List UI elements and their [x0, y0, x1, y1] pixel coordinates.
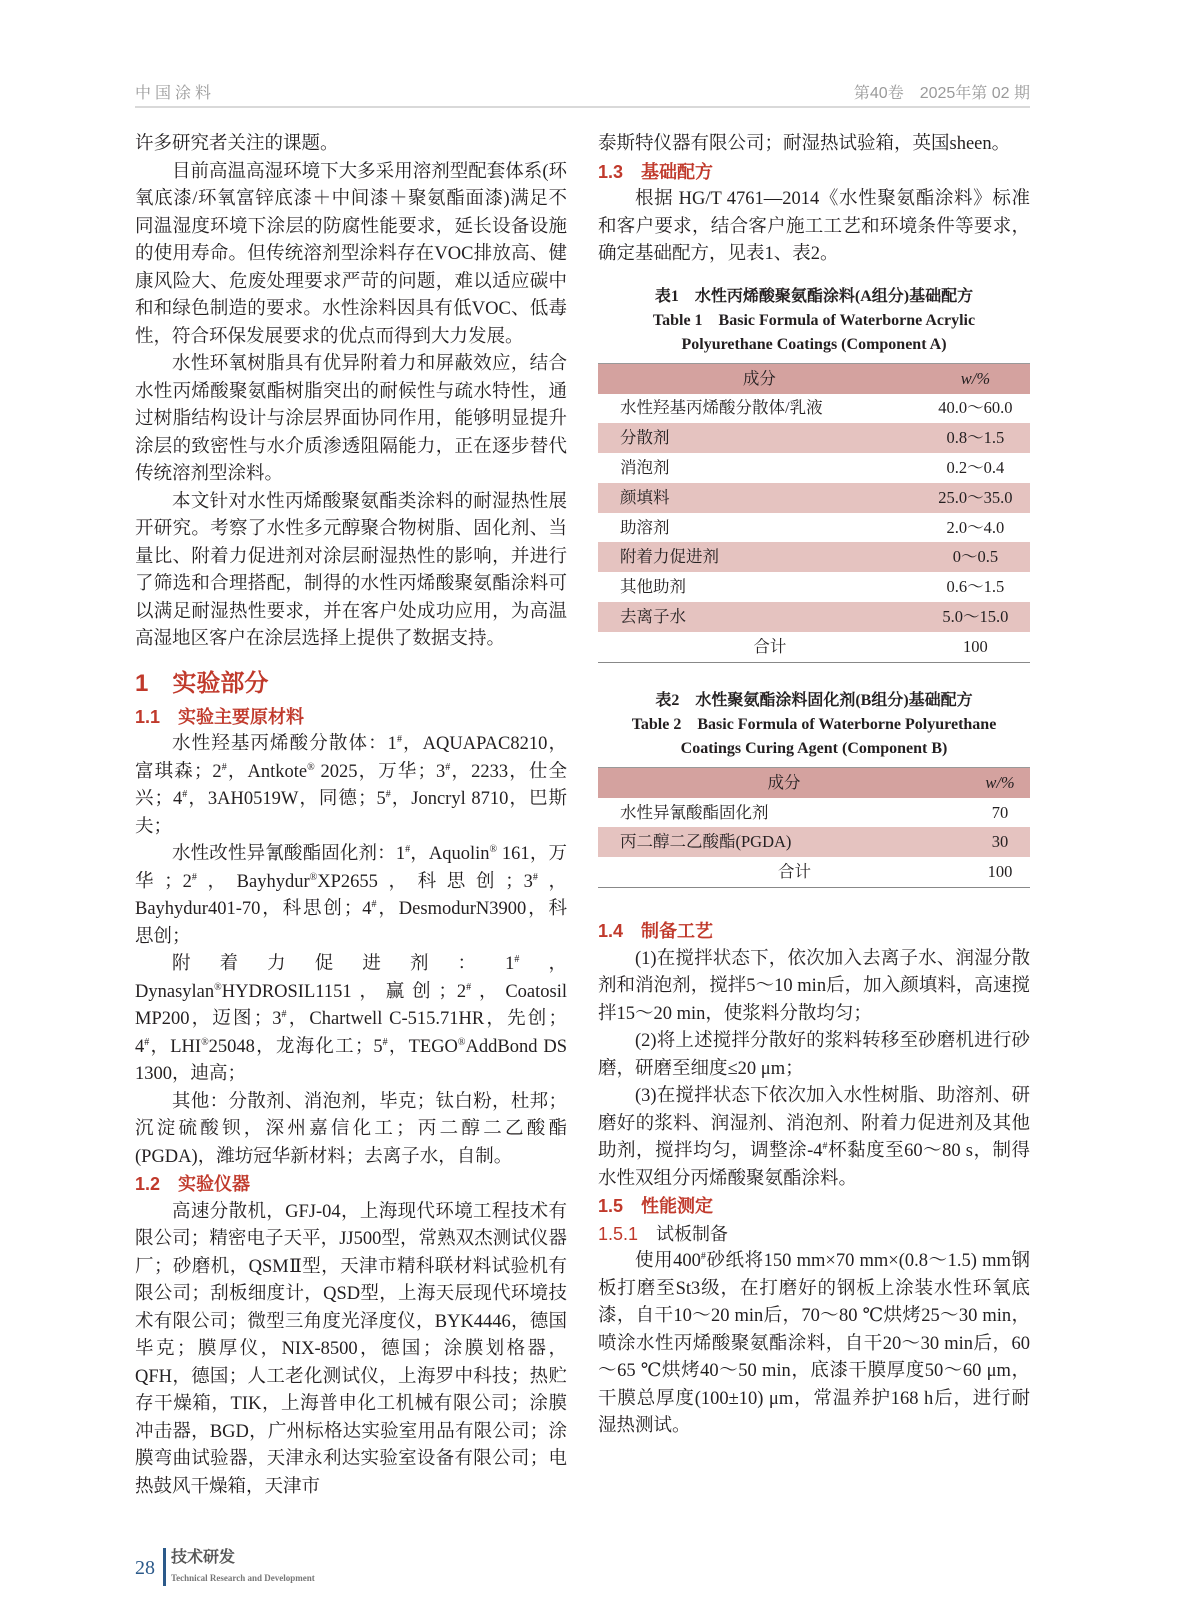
table-caption-cn: 表2 水性聚氨酯涂料固化剂(B组分)基础配方: [655, 691, 973, 709]
table-caption: [598, 689, 1030, 761]
cell-component: 消泡剂: [620, 457, 670, 477]
journal-name: 中国涂料: [135, 85, 216, 102]
footer-divider: [163, 1548, 166, 1586]
column-header: w/%: [921, 363, 1030, 394]
table-caption-en: Table 2 Basic Formula of Waterborne Polyurethane Coatings Curing Agent (Component B): [631, 715, 997, 757]
cell-value: 5.0～15.0: [921, 602, 1030, 632]
page-footer: [135, 1548, 435, 1588]
paragraph: 其他：分散剂、消泡剂，毕克；钛白粉，杜邦；沉淀硫酸钡，深州嘉信化工；丙二醇二乙酸酯(PGDA)，潍坊冠华新材料；去离子水，自制。: [135, 1091, 567, 1167]
table-row: [598, 394, 1030, 424]
cell-value: 0.2～0.4: [946, 457, 1005, 477]
cell-value: 0.6～1.5: [946, 577, 1005, 597]
paragraph: (1)在搅拌状态下，依次加入去离子水、润湿分散剂和消泡剂，搅拌5～10 min后，加入颜填料，高速搅拌15～20 min，使浆料分散均匀；: [598, 948, 1030, 1024]
total-value: 100: [921, 632, 1030, 662]
heading-title: 试板制备: [656, 1223, 729, 1244]
table-row: [598, 423, 1030, 453]
table-row: [598, 513, 1030, 543]
subsection-heading: 1.1 实验主要原材料: [135, 706, 305, 727]
subsubsection-heading: [598, 1221, 1030, 1249]
paragraph: 附着力促进剂：1#，Dynasylan®HYDROSIL1151，赢创；2#，Coatosil MP200，迈图；3#，Chartwell C-515.71HR，先创；4#，LHI®25048，龙海化工；5#，TEGO®AddBond DS 1300，迪高；: [135, 953, 568, 1084]
table-2: [598, 767, 1030, 888]
right-column: [598, 131, 1030, 1441]
table-1: [598, 363, 1030, 663]
paragraph: 根据 HG/T 4761—2014《水性聚氨酯涂料》标准和客户要求，结合客户施工工艺和环境条件等要求，确定基础配方，见表1、表2。: [598, 189, 1030, 264]
total-label: 合计: [598, 857, 970, 887]
cell-value: 0.8～1.5: [921, 423, 1030, 453]
paragraph: 使用400#砂纸将150 mm×70 mm×(0.8～1.5) mm钢板打磨至St3级，在打磨好的钢板上涂装水性环氧底漆，自干10～20 min后，70～80 ℃烘烤25～30 min，喷涂水性丙烯酸聚氨酯涂料，自干20～30 min后，60～65 ℃烘烤40～50 min，底漆干膜厚度50～60 μm，干膜总厚度(100±10) μm，常温养护168 h后，进行耐湿热测试。: [598, 1250, 1030, 1437]
footer-section-cn: 技术研发: [171, 1549, 236, 1566]
column-header: 成分: [598, 363, 921, 394]
cell-value: 70: [991, 802, 1009, 822]
cell-component: 颜填料: [598, 483, 921, 513]
cell-component: 附着力促进剂: [598, 542, 921, 572]
cell-value: 30: [970, 827, 1030, 857]
column-header: 成分: [598, 767, 970, 798]
table-row: [598, 453, 1030, 483]
total-value: 100: [970, 857, 1030, 887]
cell-value: 25.0～35.0: [921, 483, 1030, 513]
column-header: w/%: [970, 767, 1030, 798]
table-caption-cn: 表1 水性丙烯酸聚氨酯涂料(A组分)基础配方: [654, 287, 974, 305]
running-header: [135, 82, 1030, 108]
cell-component: 水性异氰酸酯固化剂: [620, 802, 769, 822]
subsection-heading: 1.2 实验仪器: [135, 1174, 251, 1194]
subsection-heading: 1.3 基础配方: [598, 161, 714, 182]
issue-info: 第40卷 2025年第 02 期: [853, 85, 1030, 102]
left-column: [135, 131, 567, 1501]
cell-value: 40.0～60.0: [938, 398, 1013, 418]
cell-value: 2.0～4.0: [946, 517, 1005, 537]
total-label: 合计: [598, 632, 921, 662]
subsection-heading: 1.4 制备工艺: [598, 921, 714, 942]
section-heading: 1 实验部分: [135, 669, 269, 697]
page-number: 28: [135, 1557, 155, 1579]
cell-component: 丙二醇二乙酸酯(PGDA): [598, 827, 970, 857]
cell-component: 助溶剂: [620, 517, 670, 537]
paragraph: 水性羟基丙烯酸分散体：1#，AQUAPAC8210，富琪森；2#，Antkote® 2025，万华；3#，2233，仕全兴；4#，3AH0519W，同德；5#，Joncryl 8710，巴斯夫；: [135, 733, 567, 837]
table-row: [598, 542, 1030, 572]
table-total-row: [598, 632, 1030, 662]
table-row: [598, 572, 1030, 602]
table-caption: [598, 285, 1030, 357]
table-row: [598, 602, 1030, 632]
cell-value: 0～0.5: [921, 542, 1030, 572]
subsection-heading: 1.5 性能测定: [598, 1196, 714, 1217]
cell-component: 水性羟基丙烯酸分散体/乳液: [620, 398, 823, 418]
table-row: [598, 483, 1030, 513]
paragraph: 本文针对水性丙烯酸聚氨酯类涂料的耐湿热性展开研究。考察了水性多元醇聚合物树脂、固化剂、当量比、附着力促进剂对涂层耐湿热性的影响，并进行了筛选和合理搭配，制得的水性丙烯酸聚氨酯涂料可以满足耐湿热性要求，并在客户处成功应用，为高温高湿地区客户在涂层选择上提供了数据支持。: [135, 491, 567, 649]
paragraph: (3)在搅拌状态下依次加入水性树脂、助溶剂、研磨好的浆料、润湿剂、消泡剂、附着力促进剂及其他助剂，搅拌均匀，调整涂-4#杯黏度至60～80 s，制得水性双组分丙烯酸聚氨酯涂料。: [598, 1086, 1030, 1189]
table-row: [598, 798, 1030, 828]
paragraph: 水性环氧树脂具有优异附着力和屏蔽效应，结合水性丙烯酸聚氨酯树脂突出的耐候性与疏水特性，通过树脂结构设计与涂层界面协同作用，能够明显提升涂层的致密性与水介质渗透阻隔能力，正在逐步替代传统溶剂型涂料。: [135, 354, 567, 484]
cell-component: 去离子水: [598, 602, 921, 632]
paragraph: 水性改性异氰酸酯固化剂：1#，Aquolin® 161，万华；2#，Bayhydur®XP2655，科思创；3#，Bayhydur401-70，科思创；4#，DesmodurN3900，科思创；: [135, 843, 568, 947]
table-row: [598, 827, 1030, 857]
paragraph: 高速分散机，GFJ-04，上海现代环境工程技术有限公司；精密电子天平，JJ500型，常熟双杰测试仪器厂；砂磨机，QSMⅡ型，天津市精科联材料试验机有限公司；刮板细度计，QSD型，上海天辰现代环境技术有限公司；微型三角度光泽度仪，BYK4446，德国毕克；膜厚仪，NIX-8500，德国；涂膜划格器，QFH，德国；人工老化测试仪，上海罗中科技；热贮存干燥箱，TIK，上海普申化工机械有限公司；涂膜冲击器，BGD，广州标格达实验室用品有限公司；涂膜弯曲试验器，天津永利达实验室设备有限公司；电热鼓风干燥箱，天津市: [135, 1201, 567, 1497]
paragraph: 目前高温高湿环境下大多采用溶剂型配套体系(环氧底漆/环氧富锌底漆＋中间漆＋聚氨酯面漆)满足不同温湿度环境下涂层的防腐性能要求，延长设备设施的使用寿命。但传统溶剂型涂料存在VOC排放高、健康风险大、危废处理要求严苛的问题，难以适应碳中和和绿色制造的要求。水性涂料因具有低VOC、低毒性，符合环保发展要求的优点而得到大力发展。: [135, 161, 567, 347]
table-total-row: [598, 857, 1030, 887]
table-caption-en: Table 1 Basic Formula of Waterborne Acrylic Polyurethane Coatings (Component A): [652, 311, 976, 353]
paragraph: 许多研究者关注的课题。: [135, 134, 339, 154]
paragraph: (2)将上述搅拌分散好的浆料转移至砂磨机进行砂磨，研磨至细度≤20 μm；: [598, 1031, 1030, 1079]
cell-component: 其他助剂: [620, 577, 686, 597]
cell-component: 分散剂: [598, 423, 921, 453]
footer-section-en: Technical Research and Development: [171, 1573, 315, 1583]
heading-number: 1.5.1: [598, 1223, 639, 1244]
paragraph: 泰斯特仪器有限公司；耐湿热试验箱，英国sheen。: [598, 134, 1011, 154]
